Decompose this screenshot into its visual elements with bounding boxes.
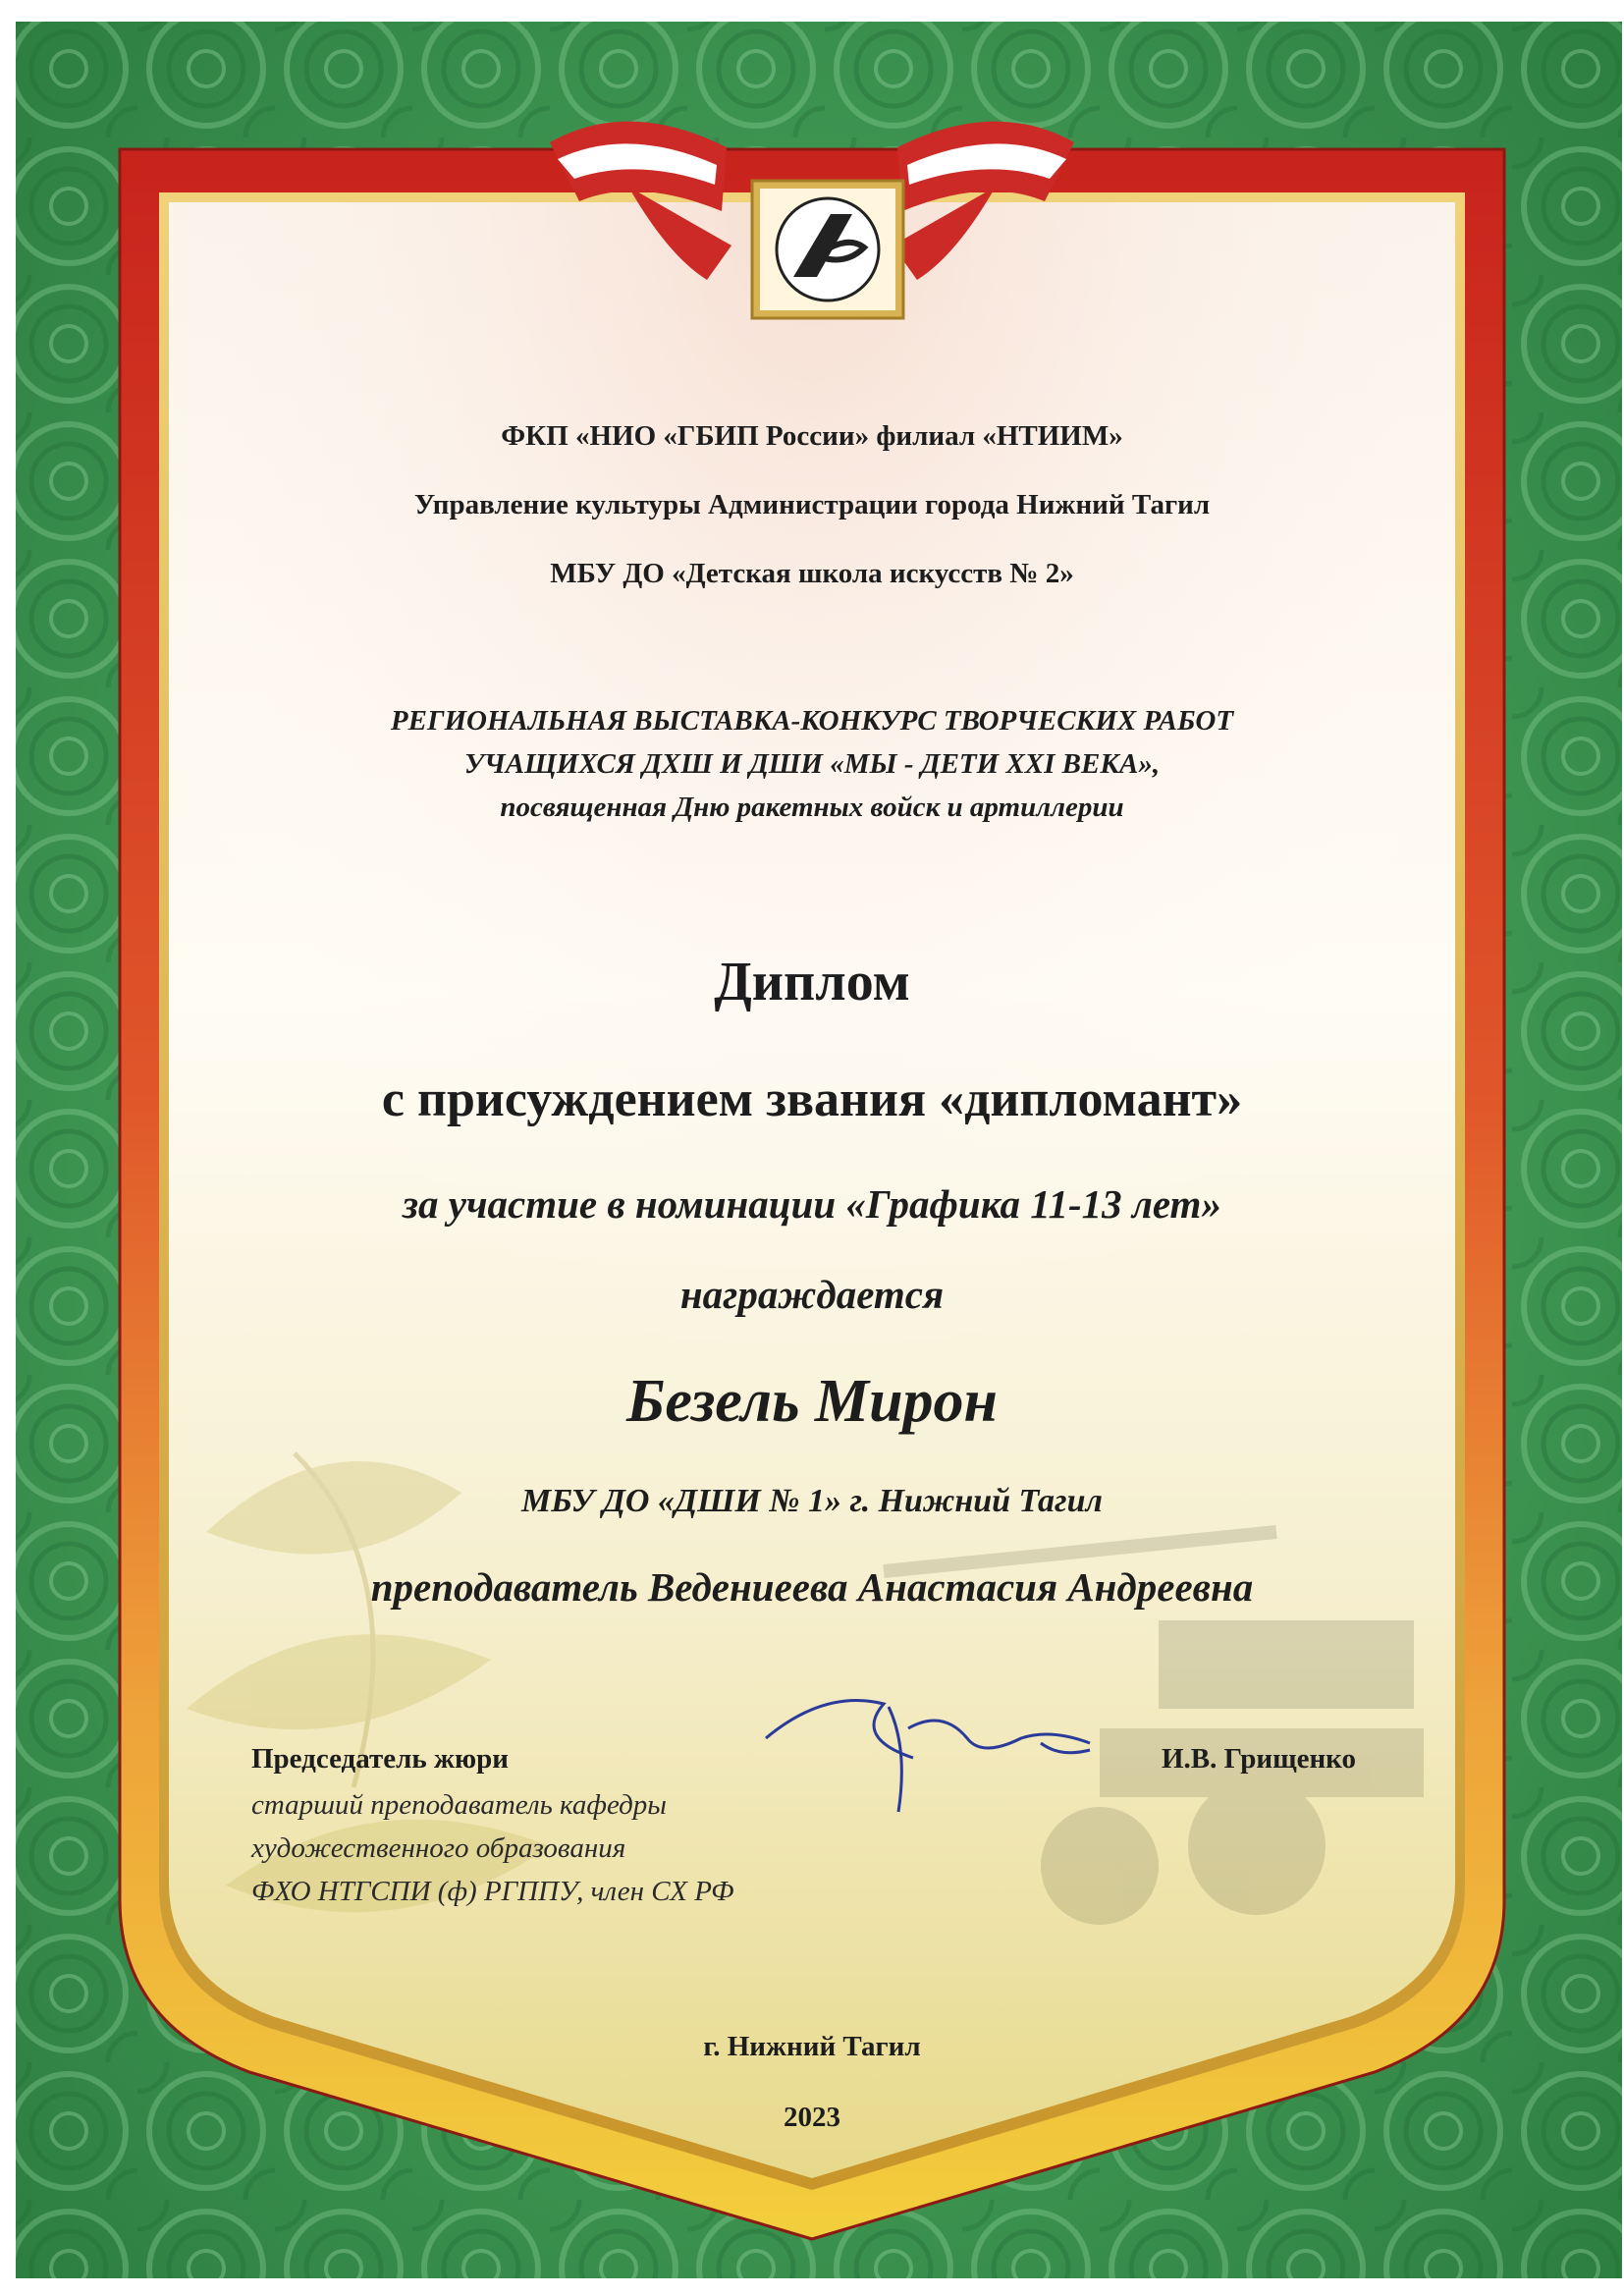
contest-title-line-2: УЧАЩИХСЯ ДХШ И ДШИ «МЫ - ДЕТИ XXI ВЕКА», [463, 748, 1161, 780]
footer-year: 2023 [784, 2102, 840, 2133]
contest-dedication: посвященная Дню ракетных войск и артиллерии [500, 792, 1124, 823]
nomination: за участие в номинации «Графика 11-13 лет» [403, 1181, 1221, 1227]
teacher-name: преподаватель Ведениеева Анастасия Андреевна [370, 1564, 1254, 1610]
jury-signatory-name: И.В. Грищенко [1162, 1743, 1357, 1775]
footer-city: г. Нижний Тагил [703, 2031, 921, 2062]
organizer-line-2: Управление культуры Администрации города Нижний Тагил [413, 489, 1211, 520]
contest-title-line-1: РЕГИОНАЛЬНАЯ ВЫСТАВКА-КОНКУРС ТВОРЧЕСКИХ РАБОТ [390, 705, 1234, 737]
recipient-school: МБУ ДО «ДШИ № 1» г. Нижний Тагил [521, 1483, 1103, 1519]
jury-position-line-3: ФХО НТГСПИ (ф) РГППУ, член СХ РФ [251, 1876, 734, 1907]
organizer-line-3: МБУ ДО «Детская школа искусств № 2» [550, 558, 1074, 589]
jury-position-line-1: старший преподаватель кафедры [251, 1789, 667, 1821]
recipient-name: Безель Мирон [626, 1368, 998, 1435]
diploma-subtitle: с присуждением звания «дипломант» [381, 1071, 1243, 1127]
organizer-line-1: ФКП «НИО «ГБИП России» филиал «НТИИМ» [501, 420, 1123, 452]
awarded-label: награждается [679, 1272, 945, 1317]
jury-position-line-2: художественного образования [251, 1832, 626, 1864]
diploma-title: Диплом [714, 952, 910, 1012]
jury-role: Председатель жюри [251, 1743, 509, 1775]
stylized-ap-logo-icon [752, 181, 903, 318]
